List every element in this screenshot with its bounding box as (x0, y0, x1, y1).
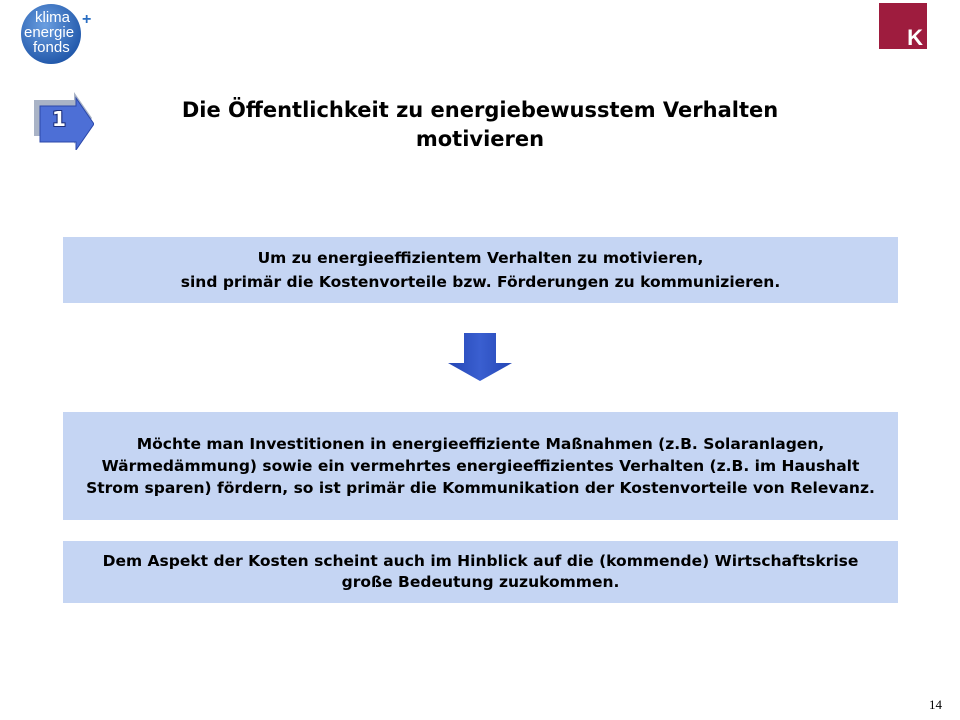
logo-word-energie: energie (24, 24, 75, 41)
statement-box-primary (63, 237, 898, 303)
statement-box-primary-line-1: Um zu energieeffizientem Verhalten zu motivieren, (257, 249, 704, 267)
brand-logo-right (879, 3, 927, 49)
statement-box-investment (63, 412, 898, 520)
arrow-down-icon (446, 333, 514, 383)
section-number: 1 (52, 107, 66, 131)
page-title (100, 96, 860, 154)
statement-box-primary-line-2: sind primär die Kostenvorteile bzw. Förderungen zu kommunizieren. (180, 273, 781, 291)
logo-word-klima: klima (35, 9, 71, 26)
brand-logo-letter: K (907, 25, 923, 50)
statement-box-crisis (63, 541, 898, 603)
logo-plus: + (82, 11, 92, 28)
statement-box-crisis-text: Dem Aspekt der Kosten scheint auch im Hinblick auf die (kommende) Wirtschaftskrise große Bedeutung zuzukommen. (102, 552, 859, 591)
page-title-line-1: Die Öffentlichkeit zu energiebewusstem Verhalten (181, 98, 779, 122)
page-title-line-2: motivieren (415, 127, 545, 151)
klima-energie-fonds-logo (18, 2, 100, 64)
statement-box-investment-text: Möchte man Investitionen in energieeffiziente Maßnahmen (z.B. Solaranlagen, Wärmedämmung) sowie ein vermehrtes energieeffizientes Verhalten (z.B. im Haushalt Strom sparen) fördern, so ist primär die Kommunikation der Kostenvorteile von Relevanz. (86, 435, 875, 497)
page-number: 14 (929, 697, 942, 712)
logo-word-fonds: fonds (33, 39, 70, 56)
